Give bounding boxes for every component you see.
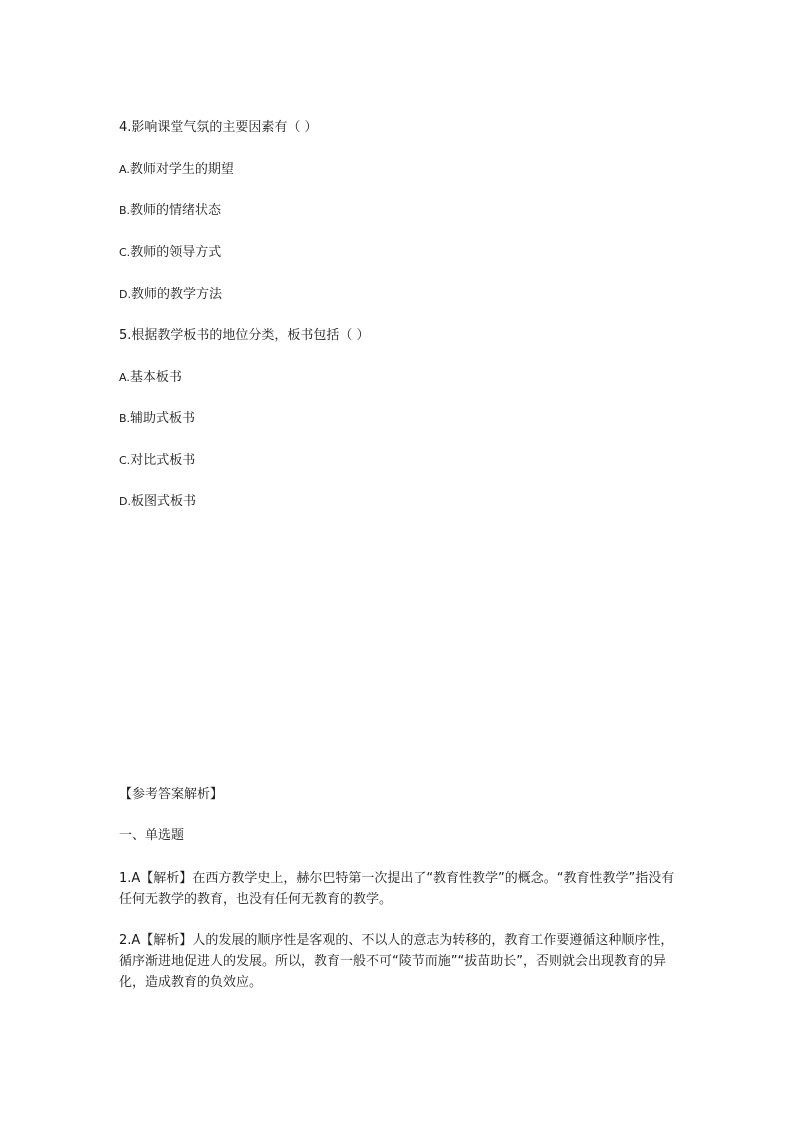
option-d: D.板图式板书 xyxy=(119,494,196,509)
answer-text: 在西方教学史上，赫尔巴特第一次提出了“教育性教学”的概念。“教育性教学”指没有任何无教学的教育，也没有任何无教育的教学。 xyxy=(119,871,675,907)
option-c: C.对比式板书 xyxy=(119,453,196,468)
question-stem: 4.影响课堂气氛的主要因素有（ ） xyxy=(119,120,318,135)
answers-heading: 【参考答案解析】 xyxy=(119,787,224,802)
question-stem: 5.根据教学板书的地位分类，板书包括（ ） xyxy=(119,328,370,343)
answer-item xyxy=(119,868,679,910)
option-b: B.教师的情绪状态 xyxy=(119,203,222,218)
option-c: C.教师的领导方式 xyxy=(119,245,222,260)
answer-text: 人的发展的顺序性是客观的、不以人的意志为转移的，教育工作要遵循这种顺序性，循序渐进地促进人的发展。所以，教育一般不可“陵节而施”“拔苗助长”，否则就会出现教育的异化，造成教育的负效应。 xyxy=(119,933,674,990)
section-title: 一、单选题 xyxy=(119,828,185,843)
option-d: D.教师的教学方法 xyxy=(119,287,222,302)
answer-number: 1.A xyxy=(119,871,141,886)
option-b: B.辅助式板书 xyxy=(119,411,196,426)
answer-item xyxy=(119,930,679,993)
analysis-tag: 【解析】 xyxy=(140,871,193,886)
option-a: A.基本板书 xyxy=(119,370,182,385)
answer-number: 2.A xyxy=(119,933,141,948)
analysis-tag: 【解析】 xyxy=(140,933,193,948)
option-a: A.教师对学生的期望 xyxy=(119,162,234,177)
